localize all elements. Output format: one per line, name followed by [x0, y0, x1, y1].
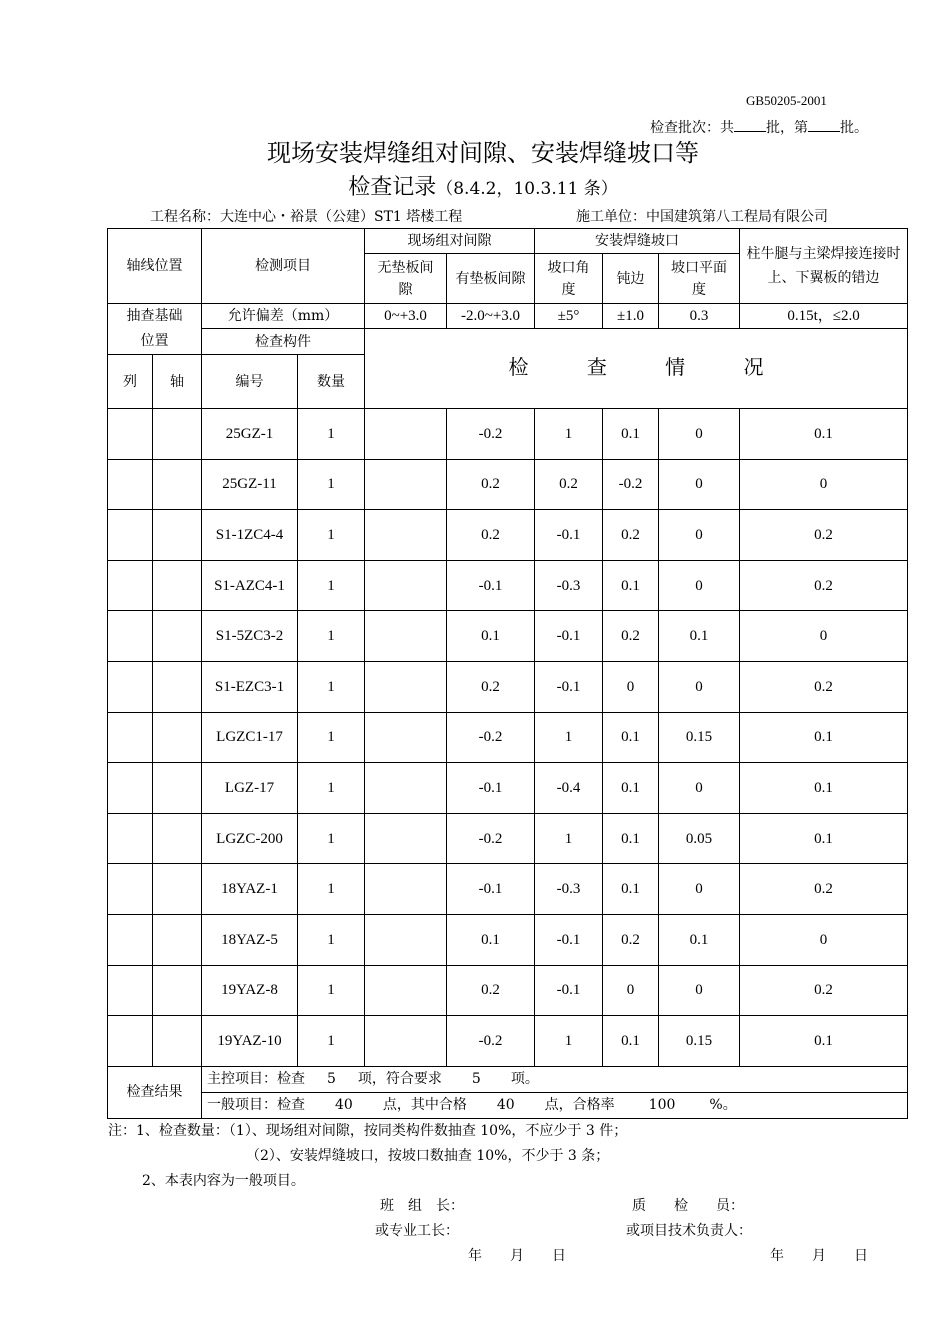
cell-with-backing[interactable]: -0.2: [447, 712, 535, 763]
cell-flatness[interactable]: 0.15: [659, 712, 740, 763]
main-suffix: 项。: [510, 1071, 539, 1088]
allowable-angle: ±5°: [535, 304, 603, 329]
row-column[interactable]: [108, 864, 153, 915]
row-axis[interactable]: [153, 560, 202, 611]
result-label: 检查结果: [108, 1066, 202, 1118]
cell-qty[interactable]: 1: [298, 763, 365, 814]
cell-no-backing[interactable]: [365, 1016, 447, 1067]
cell-code[interactable]: 18YAZ-5: [202, 914, 298, 965]
header-axis-position: 轴线位置: [108, 229, 202, 304]
cell-no-backing[interactable]: [365, 864, 447, 915]
cell-code[interactable]: 18YAZ-1: [202, 864, 298, 915]
cell-angle[interactable]: -0.1: [535, 965, 603, 1016]
general-suffix: %。: [709, 1097, 737, 1114]
row-axis[interactable]: [153, 965, 202, 1016]
cell-corbel[interactable]: 0.2: [740, 965, 908, 1016]
row-axis[interactable]: [153, 763, 202, 814]
cell-corbel[interactable]: 0.2: [740, 661, 908, 712]
cell-blunt[interactable]: 0.2: [603, 510, 659, 561]
cell-blunt[interactable]: -0.2: [603, 459, 659, 510]
cell-code[interactable]: 25GZ-11: [202, 459, 298, 510]
cell-flatness[interactable]: 0.1: [659, 611, 740, 662]
row-column[interactable]: [108, 965, 153, 1016]
cell-no-backing[interactable]: [365, 560, 447, 611]
cell-corbel[interactable]: 0.2: [740, 560, 908, 611]
cell-with-backing[interactable]: 0.1: [447, 914, 535, 965]
cell-angle[interactable]: 1: [535, 712, 603, 763]
cell-flatness[interactable]: 0: [659, 459, 740, 510]
header-inspection-item: 检测项目: [202, 229, 365, 304]
cell-blunt[interactable]: 0.1: [603, 864, 659, 915]
construction-unit: 施工单位：中国建筑第八工程局有限公司: [576, 209, 828, 225]
inspection-table: [107, 228, 908, 1119]
row-column[interactable]: [108, 1016, 153, 1067]
row-column[interactable]: [108, 712, 153, 763]
cell-angle[interactable]: -0.3: [535, 560, 603, 611]
cell-angle[interactable]: 1: [535, 1016, 603, 1067]
header-components: 检查构件: [202, 329, 365, 355]
subtitle-main: 检查记录: [348, 175, 437, 200]
cell-corbel[interactable]: 0.1: [740, 409, 908, 460]
table-row: [108, 864, 908, 915]
row-column[interactable]: [108, 914, 153, 965]
date-left: 年 月 日: [468, 1248, 566, 1264]
cell-with-backing[interactable]: 0.1: [447, 611, 535, 662]
cell-blunt[interactable]: 0.1: [603, 813, 659, 864]
cell-no-backing[interactable]: [365, 914, 447, 965]
cell-no-backing[interactable]: [365, 965, 447, 1016]
signature-foreman: 或专业工长：: [375, 1223, 459, 1239]
main-control-result: [202, 1066, 908, 1092]
cell-no-backing[interactable]: [365, 510, 447, 561]
cell-corbel[interactable]: 0.1: [740, 1016, 908, 1067]
header-bevel-flatness: 坡口平面度: [659, 254, 740, 304]
cell-blunt[interactable]: 0.2: [603, 914, 659, 965]
row-column[interactable]: [108, 560, 153, 611]
table-row: [108, 914, 908, 965]
cell-with-backing[interactable]: 0.2: [447, 510, 535, 561]
cell-qty[interactable]: 1: [298, 661, 365, 712]
row-column[interactable]: [108, 459, 153, 510]
table-row: [108, 1016, 908, 1067]
row-axis[interactable]: [153, 864, 202, 915]
general-mid2: 点，合格率: [544, 1097, 615, 1114]
header-quantity: 数量: [298, 355, 365, 409]
row-axis[interactable]: [153, 914, 202, 965]
standard-code: GB50205-2001: [746, 93, 827, 108]
cell-blunt[interactable]: 0.1: [603, 712, 659, 763]
allowable-no-backing: 0~+3.0: [365, 304, 447, 329]
header-no-backing-gap: 无垫板间隙: [365, 254, 447, 304]
row-axis[interactable]: [153, 510, 202, 561]
table-row: [108, 712, 908, 763]
cell-blunt[interactable]: 0.2: [603, 611, 659, 662]
cell-code[interactable]: S1-1ZC4-4: [202, 510, 298, 561]
header-code: 编号: [202, 355, 298, 409]
cell-with-backing[interactable]: -0.1: [447, 763, 535, 814]
row-column[interactable]: [108, 510, 153, 561]
allowable-corbel: 0.15t，≤2.0: [740, 304, 908, 329]
cell-with-backing[interactable]: -0.1: [447, 864, 535, 915]
cell-code[interactable]: LGZC1-17: [202, 712, 298, 763]
row-axis[interactable]: [153, 611, 202, 662]
row-axis[interactable]: [153, 409, 202, 460]
cell-no-backing[interactable]: [365, 763, 447, 814]
main-pass[interactable]: 5: [471, 1071, 481, 1088]
sample-base-position: 抽查基础位置: [108, 304, 202, 355]
header-with-backing-gap: 有垫板间隙: [447, 254, 535, 304]
cell-flatness[interactable]: 0.1: [659, 914, 740, 965]
general-result: [202, 1092, 908, 1118]
cell-code[interactable]: LGZC-200: [202, 813, 298, 864]
cell-qty[interactable]: 1: [298, 813, 365, 864]
cell-flatness[interactable]: 0: [659, 510, 740, 561]
subtitle-clause: （8.4.2，10.3.11 条）: [436, 179, 618, 199]
cell-no-backing[interactable]: [365, 459, 447, 510]
signature-quality-inspector: 质 检 员：: [632, 1198, 744, 1214]
row-axis[interactable]: [153, 712, 202, 763]
date-right: 年 月 日: [770, 1248, 868, 1264]
allowable-deviation-label: 允许偏差（mm）: [202, 304, 365, 329]
cell-blunt[interactable]: 0: [603, 965, 659, 1016]
cell-flatness[interactable]: 0: [659, 965, 740, 1016]
cell-qty[interactable]: 1: [298, 510, 365, 561]
cell-qty[interactable]: 1: [298, 712, 365, 763]
cell-qty[interactable]: 1: [298, 459, 365, 510]
cell-no-backing[interactable]: [365, 611, 447, 662]
cell-qty[interactable]: 1: [298, 409, 365, 460]
cell-qty[interactable]: 1: [298, 611, 365, 662]
cell-with-backing[interactable]: 0.2: [447, 459, 535, 510]
cell-with-backing[interactable]: 0.2: [447, 661, 535, 712]
cell-blunt[interactable]: 0.1: [603, 763, 659, 814]
cell-angle[interactable]: -0.4: [535, 763, 603, 814]
table-row: [108, 661, 908, 712]
cell-qty[interactable]: 1: [298, 1016, 365, 1067]
cell-flatness[interactable]: 0.05: [659, 813, 740, 864]
cell-flatness[interactable]: 0: [659, 560, 740, 611]
cell-blunt[interactable]: 0: [603, 661, 659, 712]
cell-flatness[interactable]: 0: [659, 763, 740, 814]
general-count[interactable]: 40: [335, 1097, 353, 1114]
cell-blunt[interactable]: 0.1: [603, 409, 659, 460]
cell-flatness[interactable]: 0.15: [659, 1016, 740, 1067]
cell-corbel[interactable]: 0.2: [740, 864, 908, 915]
row-axis[interactable]: [153, 459, 202, 510]
header-inspection-status: [365, 329, 908, 409]
status-text: 检 查 情 况: [508, 355, 790, 379]
batch-mid: 批，第: [766, 120, 808, 136]
header-column: 列: [108, 355, 153, 409]
header-bevel-angle: 坡口角度: [535, 254, 603, 304]
cell-flatness[interactable]: 0: [659, 661, 740, 712]
cell-blunt[interactable]: 0.1: [603, 1016, 659, 1067]
table-row: [108, 409, 908, 460]
table-body: [108, 409, 908, 1067]
cell-corbel[interactable]: 0: [740, 914, 908, 965]
main-mid: 项，符合要求: [357, 1071, 442, 1088]
cell-code[interactable]: S1-EZC3-1: [202, 661, 298, 712]
header-axis: 轴: [153, 355, 202, 409]
allowable-blunt: ±1.0: [603, 304, 659, 329]
cell-code[interactable]: 19YAZ-8: [202, 965, 298, 1016]
cell-angle[interactable]: 1: [535, 409, 603, 460]
general-mid: 点，其中合格: [382, 1097, 467, 1114]
cell-with-backing[interactable]: -0.2: [447, 409, 535, 460]
cell-corbel[interactable]: 0: [740, 611, 908, 662]
cell-with-backing[interactable]: -0.2: [447, 813, 535, 864]
cell-corbel[interactable]: 0: [740, 459, 908, 510]
allowable-flatness: 0.3: [659, 304, 740, 329]
row-column[interactable]: [108, 763, 153, 814]
cell-angle[interactable]: -0.1: [535, 611, 603, 662]
table-row: [108, 459, 908, 510]
row-axis[interactable]: [153, 1016, 202, 1067]
signature-tech-lead: 或项目技术负责人：: [626, 1223, 752, 1239]
cell-corbel[interactable]: 0.1: [740, 813, 908, 864]
row-axis[interactable]: [153, 661, 202, 712]
general-prefix: 一般项目：检查: [207, 1097, 305, 1114]
cell-qty[interactable]: 1: [298, 914, 365, 965]
header-corbel-misalignment: 柱牛腿与主梁焊接连接时上、下翼板的错边: [740, 229, 908, 304]
cell-corbel[interactable]: 0.1: [740, 712, 908, 763]
row-column[interactable]: [108, 661, 153, 712]
note-line-1: 注：1、检查数量：（1）、现场组对间隙，按同类构件数抽查 10%，不应少于 3 件；: [108, 1123, 628, 1139]
cell-flatness[interactable]: 0: [659, 409, 740, 460]
cell-angle[interactable]: -0.3: [535, 864, 603, 915]
cell-code[interactable]: S1-5ZC3-2: [202, 611, 298, 662]
cell-corbel[interactable]: 0.1: [740, 763, 908, 814]
page-subtitle: [0, 170, 950, 201]
batch-total-blank[interactable]: [734, 119, 766, 132]
project-name: 工程名称：大连中心・裕景（公建）ST1 塔楼工程: [150, 209, 463, 225]
general-rate[interactable]: 100: [648, 1097, 676, 1114]
batch-suffix: 批。: [840, 120, 868, 136]
main-count[interactable]: 5: [327, 1071, 336, 1088]
batch-number-blank[interactable]: [808, 119, 840, 132]
cell-angle[interactable]: -0.1: [535, 661, 603, 712]
row-column[interactable]: [108, 409, 153, 460]
cell-angle[interactable]: -0.1: [535, 914, 603, 965]
table-row: [108, 510, 908, 561]
allowable-with-backing: -2.0~+3.0: [447, 304, 535, 329]
page-title: 现场安装焊缝组对间隙、安装焊缝坡口等: [267, 139, 699, 167]
row-column[interactable]: [108, 611, 153, 662]
cell-code[interactable]: LGZ-17: [202, 763, 298, 814]
cell-with-backing[interactable]: -0.1: [447, 560, 535, 611]
cell-angle[interactable]: -0.1: [535, 510, 603, 561]
cell-corbel[interactable]: 0.2: [740, 510, 908, 561]
general-pass[interactable]: 40: [496, 1097, 515, 1114]
table-row: [108, 965, 908, 1016]
cell-no-backing[interactable]: [365, 661, 447, 712]
cell-qty[interactable]: 1: [298, 560, 365, 611]
note-line-2: （2）、安装焊缝坡口，按坡口数抽查 10%，不少于 3 条；: [246, 1148, 610, 1164]
cell-flatness[interactable]: 0: [659, 864, 740, 915]
cell-code[interactable]: 25GZ-1: [202, 409, 298, 460]
main-prefix: 主控项目：检查: [207, 1071, 305, 1088]
row-column[interactable]: [108, 813, 153, 864]
header-gap-group: 现场组对间隙: [365, 229, 535, 254]
cell-code[interactable]: S1-AZC4-1: [202, 560, 298, 611]
cell-code[interactable]: 19YAZ-10: [202, 1016, 298, 1067]
table-row: [108, 763, 908, 814]
signature-team-leader: 班 组 长：: [380, 1198, 464, 1214]
cell-angle[interactable]: 1: [535, 813, 603, 864]
cell-blunt[interactable]: 0.1: [603, 560, 659, 611]
batch-prefix: 检查批次：共: [650, 120, 734, 136]
header-bevel-group: 安装焊缝坡口: [535, 229, 740, 254]
cell-with-backing[interactable]: 0.2: [447, 965, 535, 1016]
cell-no-backing[interactable]: [365, 712, 447, 763]
cell-qty[interactable]: 1: [298, 864, 365, 915]
note-line-3: 2、本表内容为一般项目。: [142, 1173, 305, 1189]
cell-no-backing[interactable]: [365, 409, 447, 460]
table-row: [108, 813, 908, 864]
cell-with-backing[interactable]: -0.2: [447, 1016, 535, 1067]
cell-angle[interactable]: 0.2: [535, 459, 603, 510]
row-axis[interactable]: [153, 813, 202, 864]
table-row: [108, 611, 908, 662]
cell-qty[interactable]: 1: [298, 965, 365, 1016]
table-row: [108, 560, 908, 611]
cell-no-backing[interactable]: [365, 813, 447, 864]
header-blunt-edge: 钝边: [603, 254, 659, 304]
